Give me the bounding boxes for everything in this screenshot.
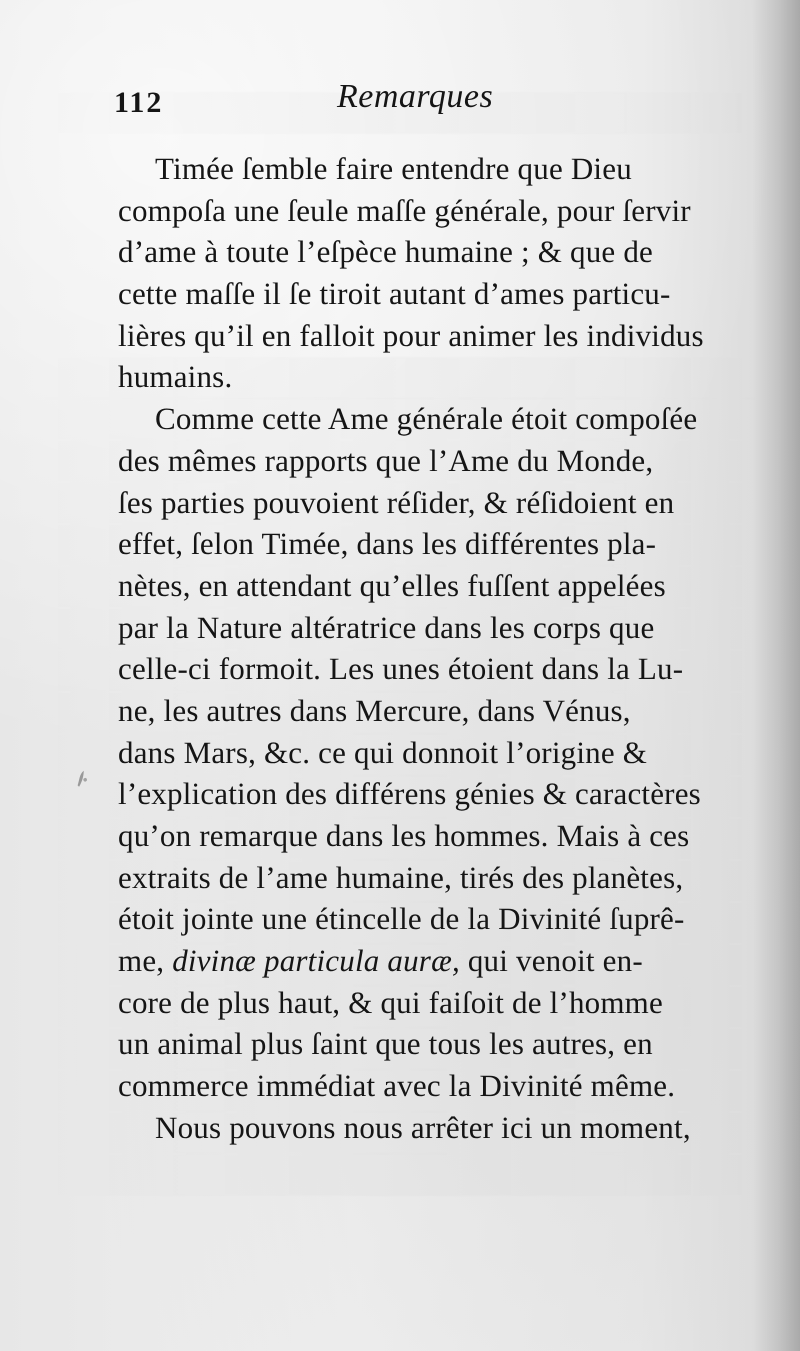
ink-mark-icon [70,767,93,790]
text-line: un animal plus ſaint que tous les autres, en [118,1026,653,1062]
text-line-start: me, [118,943,173,979]
text-line: ne, les autres dans Mercure, dans Vénus, [118,692,631,728]
body-text [118,148,733,1149]
running-head: Remarques [337,78,494,115]
text-line: lières qu’il en falloit pour animer les individus [118,317,704,353]
text-line: commerce immédiat avec la Divinité même. [118,1068,676,1104]
text-line: effet, ſelon Timée, dans les différentes pla- [118,526,657,562]
text-line: dans Mars, &c. ce qui donnoit l’origine & [118,734,648,770]
latin-quotation: divinæ particula auræ, [172,943,460,979]
text-line: d’ame à toute l’eſpèce humaine ; & que de [118,234,653,270]
text-line: nètes, en attendant qu’elles fuſſent appelées [118,567,666,603]
text-line: Comme cette Ame générale étoit compoſée [155,401,698,437]
page-number: 112 [114,86,164,119]
text-line: humains. [118,359,233,395]
text-line: extraits de l’ame humaine, tirés des planètes, [118,859,684,895]
text-line [118,940,733,982]
text-line: l’explication des différens génies & caractères [118,776,701,812]
text-line: celle-ci formoit. Les unes étoient dans la Lu- [118,651,684,687]
text-line: des mêmes rapports que l’Ame du Monde, [118,442,654,478]
text-line: core de plus haut, & qui faiſoit de l’homme [118,984,663,1020]
text-line: Timée ſemble faire entendre que Dieu [155,151,632,186]
text-line: qu’on remarque dans les hommes. Mais à ces [118,818,690,853]
text-line: par la Nature altératrice dans les corps que [118,609,655,645]
text-line-end: qui venoit en- [459,943,643,979]
page-edge-shadow [752,0,800,1351]
text-line: cette maſſe il ſe tiroit autant d’ames particu- [118,276,671,312]
page-header [114,78,714,128]
text-line: compoſa une ſeule maſſe générale, pour ſervir [118,192,691,228]
text-line: étoit jointe une étincelle de la Divinité ſuprê- [118,901,685,937]
text-line: ſes parties pouvoient réſider, & réſidoient en [118,484,675,520]
text-line: Nous pouvons nous arrêter ici un moment, [155,1109,691,1145]
